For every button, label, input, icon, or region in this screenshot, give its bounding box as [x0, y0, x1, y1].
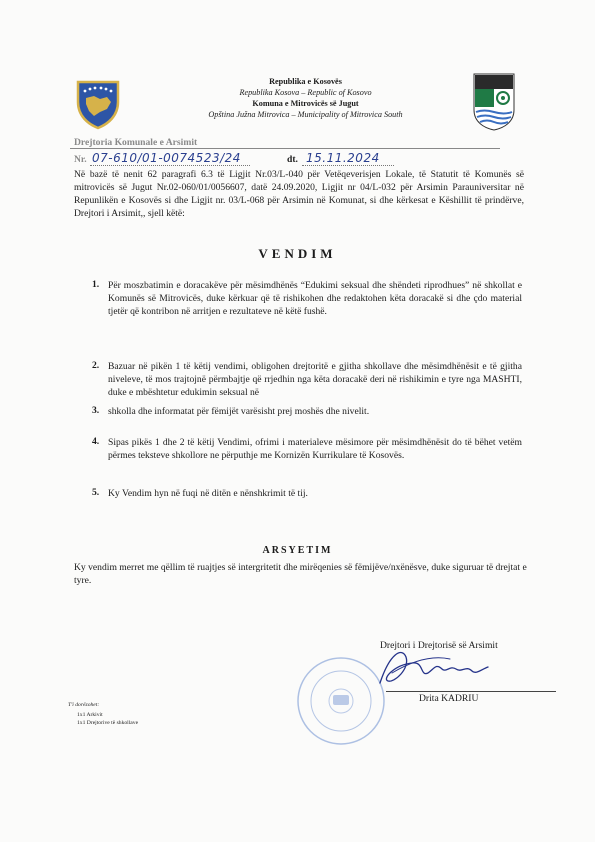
preamble-paragraph: Në bazë të nenit 62 paragrafi 6.3 të Ligjit Nr.03/L-040 për Vetëqeverisjen Lokale, të Statutit të Komunës së mitrovicës së Jugut Nr.02-060/01/0056607, datë 24.09.2020, Ligjit nr 04/L-032 për Arsimin Parauniversitar në Repunlikën e Kosovës si dhe Ligjit nr. 03/L-068 për Arsimin në Komunat, si dhe kërkesat e Këshillit të prindërve, Drejtori i Arsimit,, sjell këtë: [74, 169, 524, 219]
header-municipality-translations: Opština Južna Mitrovica – Municipality of Mitrovica South [208, 110, 403, 119]
distribution-line-2: 1x1 Drejtorive të shkollave [77, 720, 139, 726]
header-divider [70, 148, 500, 149]
item-3-number: 3. [92, 405, 100, 416]
reference-number-label: Nr. [74, 154, 87, 165]
reasoning-text: Ky vendim merret me qëllim të ruajtjes së intergritetit dhe mirëqenies së fëmijëve/nxënësve, duke siguruar të drejtat e tyre. [74, 562, 527, 586]
item-4-text: Sipas pikës 1 dhe 2 të këtij Vendimi, ofrimi i materialeve mësimore për mësimdhënësit do të bëhet vetëm përmes teksteve shkollore ne përputhje me Kornizën Kurrikulare të Kosovës. [108, 437, 522, 461]
header-country-translations: Republika Kosova – Republic of Kosovo [239, 88, 372, 97]
item-1-number: 1. [92, 279, 100, 290]
date-value: 15.11.2024 [306, 151, 380, 165]
header-municipality: Komuna e Mitrovicës së Jugut [252, 99, 359, 108]
department-name: Drejtoria Komunale e Arsimit [74, 137, 198, 148]
distribution-heading: T'i dorëzohet: [68, 702, 100, 708]
handwritten-signature [372, 643, 492, 693]
item-2-text: Bazuar në pikën 1 të këtij vendimi, obligohen drejtoritë e gjitha shkollave dhe mësimdhënësit e të gjitha niveleve, të mos trajtojnë përmbajtje që rrjedhin nga këta doracakë deri në rishikimin e tyre nga MASHTI, duke e mbështetur edukimin seksual në [108, 361, 522, 398]
signatory-name: Drita KADRIU [419, 693, 479, 704]
distribution-line-1: 1x1 Arkivit [77, 712, 103, 718]
reference-number-underline [90, 165, 250, 166]
signatory-title: Drejtori i Drejtorisë së Arsimit [380, 640, 498, 651]
date-label: dt. [287, 154, 298, 165]
item-5-text: Ky Vendim hyn në fuqi në ditën e nënshkrimit të tij. [108, 488, 308, 499]
item-1-text: Për moszbatimin e doracakëve për mësimdhënës “Edukimi seksual dhe shëndeti riprodhues” në shkollat e Komunës së Mitrovicës, duke kërkuar që të rishikohen dhe redaktohen këta doracakë si dhe çdo material tjetër që kontribon në arritjen e rezultateve në këtë fushë. [108, 280, 522, 317]
header-country: Republika e Kosovës [269, 77, 342, 86]
date-underline [302, 165, 394, 166]
reasoning-title: ARSYETIM [262, 545, 333, 556]
item-3-text: shkolla dhe informatat për fëmijët varësisht prej moshës dhe nivelit. [108, 406, 370, 417]
reference-number-value: 07-610/01-0074523/24 [92, 151, 241, 165]
item-5-number: 5. [92, 487, 100, 498]
item-4-number: 4. [92, 436, 100, 447]
decision-title: VENDIM [258, 246, 337, 261]
signature-line [386, 691, 556, 692]
item-2-number: 2. [92, 360, 100, 371]
